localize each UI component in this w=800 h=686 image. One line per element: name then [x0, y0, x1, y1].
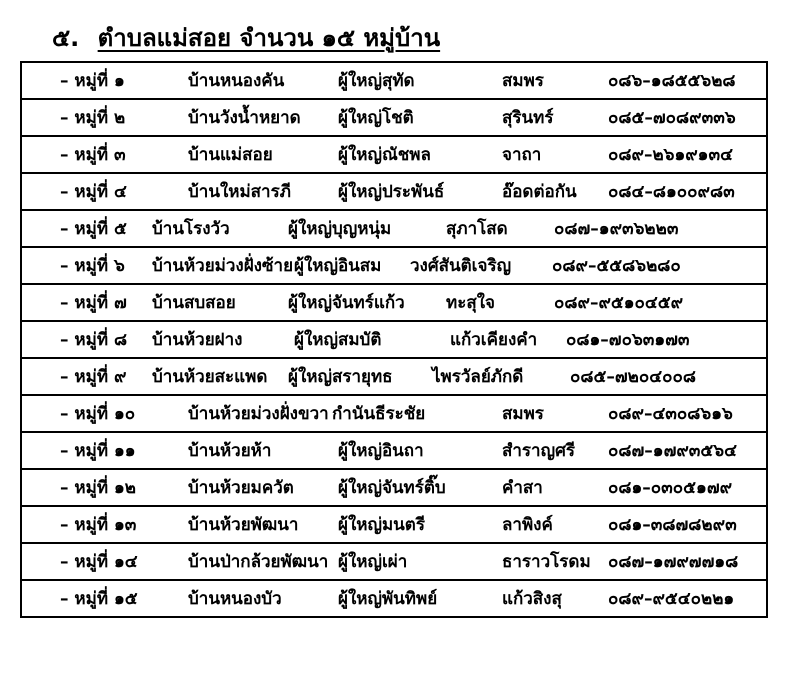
phone-number: ๐๘๗–๑๗๙๓๕๖๔	[608, 441, 737, 461]
headman-name: ผู้ใหญ่จันทร์ติ๊บ	[338, 478, 446, 498]
surname: คำสา	[502, 478, 543, 498]
table-cell	[21, 247, 767, 284]
phone-number: ๐๘๑–๐๓๐๕๑๗๙	[608, 478, 733, 498]
table-row	[21, 358, 767, 395]
table-row	[21, 62, 767, 99]
headman-name: ผู้ใหญ่สรายุทธ	[288, 367, 393, 387]
table-row	[21, 284, 767, 321]
village-name: บ้านห้วยม่วงฝั่งขวา	[188, 404, 329, 424]
phone-number: ๐๘๗–๑๙๓๖๒๒๓	[554, 219, 679, 239]
phone-number: ๐๘๖–๑๘๕๕๖๒๘	[608, 71, 736, 91]
headman-name: ผู้ใหญ่ประพันธ์	[338, 182, 445, 202]
village-name: บ้านใหม่สารภี	[188, 182, 291, 202]
headman-name: ผู้ใหญ่เผ่า	[338, 552, 408, 572]
table-cell	[21, 432, 767, 469]
table-cell	[21, 358, 767, 395]
headman-name: ผู้ใหญ่บุญหนุ่ม	[288, 219, 392, 239]
table-cell	[21, 506, 767, 543]
phone-number: ๐๘๙–๙๕๔๐๒๒๑	[608, 589, 735, 609]
village-name: บ้านหนองบัว	[188, 589, 282, 609]
table-row	[21, 321, 767, 358]
village-number: – หมู่ที่ ๖	[60, 256, 125, 276]
table-cell	[21, 99, 767, 136]
surname: แก้วเคียงคำ	[450, 330, 538, 350]
village-name: บ้านห้วยฝาง	[152, 330, 243, 350]
village-number: – หมู่ที่ ๑๑	[60, 441, 136, 461]
headman-name: ผู้ใหญ่สุทัด	[338, 71, 415, 91]
village-number: – หมู่ที่ ๙	[60, 367, 127, 387]
surname: ลาพิงค์	[502, 515, 553, 535]
table-cell	[21, 62, 767, 99]
headman-name: ผู้ใหญ่อินสม	[294, 256, 382, 276]
table-row	[21, 210, 767, 247]
surname: จาถา	[502, 145, 542, 165]
phone-number: ๐๘๕–๗๐๘๙๓๓๖	[608, 108, 736, 128]
table-row	[21, 173, 767, 210]
table-cell	[21, 284, 767, 321]
surname: ไพรวัลย์ภักดี	[432, 367, 524, 387]
surname: แก้วสิงสุ	[502, 589, 562, 609]
village-name: บ้านสบสอย	[152, 293, 236, 313]
headman-name: ผู้ใหญ่พันทิพย์	[338, 589, 438, 609]
surname: สมพร	[502, 71, 544, 91]
village-number: – หมู่ที่ ๓	[60, 145, 126, 165]
table-row	[21, 469, 767, 506]
village-number: – หมู่ที่ ๗	[60, 293, 127, 313]
table-cell	[21, 469, 767, 506]
table-row	[21, 136, 767, 173]
surname: สุภาโสด	[446, 219, 508, 239]
headman-name: ผู้ใหญ่อินถา	[338, 441, 424, 461]
surname: ทะสุใจ	[446, 293, 495, 313]
section-title: ตำบลแม่สอย จำนวน ๑๕ หมู่บ้าน	[97, 24, 441, 52]
phone-number: ๐๘๗–๑๗๙๗๗๑๘	[608, 552, 739, 572]
headman-name: ผู้ใหญ่ณัชพล	[338, 145, 431, 165]
village-number: – หมู่ที่ ๑๔	[60, 552, 138, 572]
village-name: บ้านห้วยสะแพด	[152, 367, 268, 387]
table-row	[21, 580, 767, 617]
phone-number: ๐๘๙–๙๕๑๐๔๕๙	[554, 293, 684, 313]
table-cell	[21, 321, 767, 358]
phone-number: ๐๘๙–๒๖๑๙๑๓๔	[608, 145, 733, 165]
headman-name: กำนันธีระชัย	[332, 404, 426, 424]
surname: สุรินทร์	[502, 108, 554, 128]
table-cell	[21, 173, 767, 210]
surname: อ๊อดต่อกัน	[502, 182, 577, 202]
table-cell	[21, 543, 767, 580]
village-number: – หมู่ที่ ๑๓	[60, 515, 137, 535]
village-name: บ้านโรงวัว	[152, 219, 230, 239]
surname: วงศ์สันติเจริญ	[410, 256, 512, 276]
village-number: – หมู่ที่ ๒	[60, 108, 126, 128]
village-number: – หมู่ที่ ๑๕	[60, 589, 138, 609]
table-row	[21, 247, 767, 284]
headman-name: ผู้ใหญ่โชติ	[338, 108, 414, 128]
table-row	[21, 99, 767, 136]
village-name: บ้านห้วยห้า	[188, 441, 272, 461]
headman-name: ผู้ใหญ่สมบัติ	[294, 330, 382, 350]
village-name: บ้านแม่สอย	[188, 145, 273, 165]
village-name: บ้านห้วยพัฒนา	[188, 515, 299, 535]
surname: สมพร	[502, 404, 544, 424]
village-number: – หมู่ที่ ๑๐	[60, 404, 136, 424]
phone-number: ๐๘๔–๘๑๐๐๙๘๓	[608, 182, 735, 202]
table-cell	[21, 136, 767, 173]
phone-number: ๐๘๙–๔๓๐๘๖๑๖	[608, 404, 733, 424]
village-name: บ้านวังน้ำหยาด	[188, 108, 301, 128]
phone-number: ๐๘๑–๓๘๗๘๒๙๓	[608, 515, 737, 535]
headman-name: ผู้ใหญ่จันทร์แก้ว	[288, 293, 405, 313]
table-cell	[21, 580, 767, 617]
village-name: บ้านห้วยม่วงฝั่งซ้าย	[152, 256, 294, 276]
village-number: – หมู่ที่ ๔	[60, 182, 127, 202]
table-row	[21, 543, 767, 580]
village-number: – หมู่ที่ ๕	[60, 219, 127, 239]
table-row	[21, 432, 767, 469]
phone-number: ๐๘๕–๗๒๐๔๐๐๘	[570, 367, 696, 387]
surname: ธาราวโรดม	[502, 552, 591, 572]
village-name: บ้านหนองคัน	[188, 71, 285, 91]
village-name: บ้านป่ากล้วยพัฒนา	[188, 552, 329, 572]
headman-name: ผู้ใหญ่มนตรี	[338, 515, 425, 535]
village-name: บ้านห้วยมควัต	[188, 478, 294, 498]
surname: สำราญศรี	[502, 441, 576, 461]
table-cell	[21, 210, 767, 247]
phone-number: ๐๘๑–๗๐๖๓๑๗๓	[566, 330, 690, 350]
section-number: ๕.	[52, 24, 80, 52]
phone-number: ๐๘๙–๕๕๘๖๒๘๐	[552, 256, 681, 276]
village-number: – หมู่ที่ ๘	[60, 330, 128, 350]
village-table	[20, 61, 768, 618]
village-number: – หมู่ที่ ๑	[60, 71, 125, 91]
table-row	[21, 506, 767, 543]
table-cell	[21, 395, 767, 432]
village-number: – หมู่ที่ ๑๒	[60, 478, 136, 498]
table-row	[21, 395, 767, 432]
section-heading	[52, 18, 440, 52]
